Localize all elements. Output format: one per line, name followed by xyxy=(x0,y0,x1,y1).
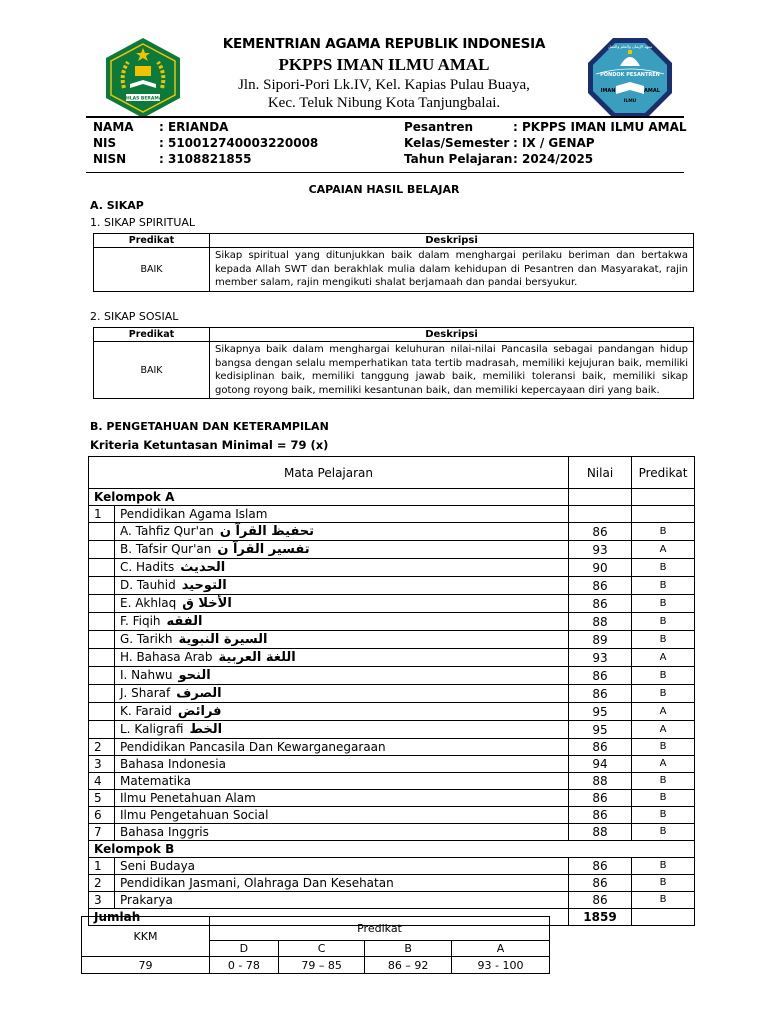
col-predikat: Predikat xyxy=(632,457,695,489)
subject-predikat: B xyxy=(632,875,695,892)
identity-value: : IX / GENAP xyxy=(513,136,595,150)
subject-name xyxy=(115,541,569,559)
table-row xyxy=(89,858,695,875)
grade-b: B xyxy=(365,941,452,957)
subject-nilai: 86 xyxy=(569,685,632,703)
row-number: 6 xyxy=(89,807,115,824)
ministry-name: KEMENTRIAN AGAMA REPUBLIK INDONESIA xyxy=(222,36,546,52)
col-deskripsi: Deskripsi xyxy=(210,328,694,342)
spiritual-deskripsi: Sikap spiritual yang ditunjukkan baik dalam menghargai perilaku beriman dan bertakwa kepada Allah SWT dan berakhlak mulia dalam kehidupan di Pesantren dan Masyarakat, rajin member salam, rajin mengikuti shalat berjamaah dan pandai bersyukur. xyxy=(210,248,694,292)
table-row xyxy=(89,721,695,739)
subject-name: Ilmu Penetahuan Alam xyxy=(115,790,569,807)
group-b-label: Kelompok B xyxy=(89,841,695,858)
subject-name: Pendidikan Agama Islam xyxy=(115,506,569,523)
subject-arabic: التوحيد xyxy=(181,578,227,593)
subject-name xyxy=(115,685,569,703)
row-number-empty xyxy=(89,631,115,649)
subject-predikat: B xyxy=(632,685,695,703)
grades-table xyxy=(88,456,695,926)
sosial-predikat: BAIK xyxy=(94,342,210,399)
subject-predikat: A xyxy=(632,721,695,739)
subject-predikat: B xyxy=(632,807,695,824)
subject-name xyxy=(115,613,569,631)
kkm-label: KKM xyxy=(82,917,210,957)
row-number-empty xyxy=(89,721,115,739)
table-row xyxy=(89,875,695,892)
sosial-title: 2. SIKAP SOSIAL xyxy=(90,310,179,323)
subject-nilai: 86 xyxy=(569,523,632,541)
subject-arabic: تحفيظ القرآ ن xyxy=(219,524,315,539)
table-row xyxy=(89,892,695,909)
subject-arabic: الأخلا ق xyxy=(182,596,232,611)
table-row xyxy=(89,577,695,595)
subject-nilai: 95 xyxy=(569,721,632,739)
group-row xyxy=(89,841,695,858)
subject-predikat: B xyxy=(632,559,695,577)
subject-predikat: B xyxy=(632,824,695,841)
row-number-empty xyxy=(89,577,115,595)
group-a-label: Kelompok A xyxy=(89,489,569,506)
identity-value: : 510012740003220008 xyxy=(159,136,319,150)
sosial-deskripsi: Sikapnya baik dalam menghargai keluhuran nilai-nilai Pancasila sebagai pandangan hidup bangsa dengan selalu memperhatikan tata tertib madrasah, memiliki kejujuran baik, memiliki kedisiplinan baik, memiliki tanggung jawab baik, memiliki toleransi baik, memiliki sikap gotong royong baik, memiliki kesantunan baik, dan memiliki kepercayaan diri yang baik. xyxy=(210,342,694,399)
subject-arabic: الحديث xyxy=(180,560,226,575)
identity-row-tahun xyxy=(404,151,687,167)
table-row xyxy=(89,703,695,721)
col-deskripsi: Deskripsi xyxy=(210,234,694,248)
kkm-table xyxy=(81,916,550,974)
subject-predikat: B xyxy=(632,739,695,756)
identity-row-nama xyxy=(93,119,318,135)
subject-name xyxy=(115,721,569,739)
subject-name xyxy=(115,667,569,685)
grade-d: D xyxy=(210,941,279,957)
subject-name xyxy=(115,523,569,541)
subject-arabic: فرائض xyxy=(177,704,222,719)
range-a: 93 - 100 xyxy=(451,957,549,974)
subject-arabic: السيرة النبوية xyxy=(178,632,268,647)
subject-name: Bahasa Indonesia xyxy=(115,756,569,773)
total-predikat-empty xyxy=(632,909,695,926)
row-number-empty xyxy=(89,685,115,703)
subject-nilai: 89 xyxy=(569,631,632,649)
subject-predikat: B xyxy=(632,892,695,909)
identity-row-nis xyxy=(93,135,318,151)
subject-arabic: الفقه xyxy=(166,614,203,629)
row-number: 1 xyxy=(89,506,115,523)
subject-predikat: A xyxy=(632,649,695,667)
subject-name: Bahasa Inggris xyxy=(115,824,569,841)
identity-divider xyxy=(86,172,684,173)
table-row xyxy=(89,613,695,631)
subject-nilai: 88 xyxy=(569,613,632,631)
identity-value: : ERIANDA xyxy=(159,120,229,134)
subject-predikat: B xyxy=(632,667,695,685)
subject-nilai: 86 xyxy=(569,739,632,756)
subject-predikat: B xyxy=(632,577,695,595)
table-row xyxy=(89,773,695,790)
subject-latin: H. Bahasa Arab xyxy=(120,650,213,664)
logo-right-arabic: معهد الإيمان والعلم والعمل xyxy=(607,44,653,49)
pesantren-seal-icon xyxy=(586,36,674,120)
row-number: 7 xyxy=(89,824,115,841)
table-row xyxy=(89,541,695,559)
subject-latin: J. Sharaf xyxy=(120,686,171,700)
logo-right-amal: AMAL xyxy=(644,88,660,94)
row-number-empty xyxy=(89,523,115,541)
logo-right-top: PONDOK PESANTREN xyxy=(600,72,660,78)
subject-predikat: A xyxy=(632,703,695,721)
row-number: 4 xyxy=(89,773,115,790)
subject-latin: B. Tafsir Qur'an xyxy=(120,542,212,556)
table-row xyxy=(89,595,695,613)
subject-nilai: 95 xyxy=(569,703,632,721)
student-identity-right xyxy=(404,119,687,167)
subject-predikat: A xyxy=(632,756,695,773)
subject-latin: E. Akhlaq xyxy=(120,596,177,610)
total-value: 1859 xyxy=(569,909,632,926)
subject-nilai: 86 xyxy=(569,577,632,595)
col-predikat: Predikat xyxy=(94,328,210,342)
subject-predikat: B xyxy=(632,790,695,807)
row-number: 1 xyxy=(89,858,115,875)
subject-nilai: 93 xyxy=(569,541,632,559)
address-line-2: Kec. Teluk Nibung Kota Tanjungbalai. xyxy=(267,95,501,111)
table-row xyxy=(89,824,695,841)
section-a-title: A. SIKAP xyxy=(90,199,144,212)
table-row xyxy=(89,739,695,756)
subject-nilai: 93 xyxy=(569,649,632,667)
subject-name xyxy=(115,559,569,577)
identity-label: Pesantren xyxy=(404,120,474,134)
row-number-empty xyxy=(89,559,115,577)
identity-label: Kelas/Semester xyxy=(404,136,510,150)
subject-nilai: 86 xyxy=(569,858,632,875)
row-number: 2 xyxy=(89,739,115,756)
subject-nilai: 88 xyxy=(569,773,632,790)
subject-nilai: 94 xyxy=(569,756,632,773)
identity-row-pesantren xyxy=(404,119,687,135)
table-row xyxy=(89,506,695,523)
subject-latin: D. Tauhid xyxy=(120,578,176,592)
sosial-table xyxy=(93,327,694,399)
row-number: 5 xyxy=(89,790,115,807)
subject-name xyxy=(115,577,569,595)
table-row xyxy=(89,790,695,807)
spiritual-title: 1. SIKAP SPIRITUAL xyxy=(90,216,196,229)
subject-name: Seni Budaya xyxy=(115,858,569,875)
row-number: 2 xyxy=(89,875,115,892)
subject-name: Ilmu Pengetahuan Social xyxy=(115,807,569,824)
subject-name: Pendidikan Pancasila Dan Kewarganegaraan xyxy=(115,739,569,756)
identity-value: : 2024/2025 xyxy=(513,152,594,166)
predikat-label: Predikat xyxy=(210,917,550,941)
grade-a: A xyxy=(451,941,549,957)
table-row xyxy=(89,807,695,824)
spiritual-predikat: BAIK xyxy=(94,248,210,292)
table-row xyxy=(89,685,695,703)
subject-predikat: B xyxy=(632,631,695,649)
identity-value: : PKPPS IMAN ILMU AMAL xyxy=(513,120,687,134)
logo-left-motto: IKHLAS BERAMAL xyxy=(120,96,166,102)
subject-name xyxy=(115,595,569,613)
kkm-criteria: Kriteria Ketuntasan Minimal = 79 (x) xyxy=(90,438,329,452)
col-nilai: Nilai xyxy=(569,457,632,489)
range-d: 0 - 78 xyxy=(210,957,279,974)
school-name: PKPPS IMAN ILMU AMAL xyxy=(278,55,490,74)
identity-label: NISN xyxy=(93,152,127,166)
subject-predikat: B xyxy=(632,523,695,541)
identity-label: NAMA xyxy=(93,120,134,134)
letterhead xyxy=(0,0,768,120)
subject-latin: C. Hadits xyxy=(120,560,175,574)
range-c: 79 – 85 xyxy=(278,957,365,974)
row-number: 3 xyxy=(89,756,115,773)
subject-predikat: B xyxy=(632,858,695,875)
identity-row-nisn xyxy=(93,151,318,167)
subject-nilai: 86 xyxy=(569,892,632,909)
subject-name: Matematika xyxy=(115,773,569,790)
header-divider xyxy=(86,116,684,118)
subject-arabic: النحو xyxy=(178,668,211,683)
subject-nilai: 86 xyxy=(569,875,632,892)
row-number-empty xyxy=(89,703,115,721)
logo-right-ilmu: ILMU xyxy=(623,99,637,104)
grades-header-row xyxy=(89,457,695,489)
subject-arabic: الصرف xyxy=(176,686,222,701)
subject-name xyxy=(115,649,569,667)
table-row xyxy=(89,649,695,667)
spiritual-table xyxy=(93,233,694,292)
col-predikat: Predikat xyxy=(94,234,210,248)
address-line-1: Jln. Sipori-Pori Lk.IV, Kel. Kapias Pulau Buaya, xyxy=(238,77,530,93)
total-label: Jumlah xyxy=(89,909,569,926)
subject-name xyxy=(115,631,569,649)
kkm-value: 79 xyxy=(82,957,210,974)
col-mata-pelajaran: Mata Pelajaran xyxy=(89,457,569,489)
subject-predikat: B xyxy=(632,595,695,613)
group-row xyxy=(89,489,695,506)
row-number: 3 xyxy=(89,892,115,909)
subject-predikat: A xyxy=(632,541,695,559)
table-row xyxy=(89,667,695,685)
subject-nilai: 86 xyxy=(569,807,632,824)
logo-right-iman: IMAN xyxy=(600,88,616,94)
subject-predikat: B xyxy=(632,613,695,631)
subject-name xyxy=(115,703,569,721)
subject-name: Prakarya xyxy=(115,892,569,909)
identity-value: : 3108821855 xyxy=(159,152,252,166)
subject-latin: F. Fiqih xyxy=(120,614,161,628)
report-title: CAPAIAN HASIL BELAJAR xyxy=(308,183,460,196)
row-number-empty xyxy=(89,595,115,613)
row-number-empty xyxy=(89,613,115,631)
subject-predikat: B xyxy=(632,773,695,790)
table-row xyxy=(89,523,695,541)
identity-row-kelas xyxy=(404,135,687,151)
table-row xyxy=(89,631,695,649)
subject-latin: I. Nahwu xyxy=(120,668,173,682)
subject-arabic: تفسير القرآ ن xyxy=(217,542,310,557)
grade-c: C xyxy=(278,941,365,957)
range-b: 86 – 92 xyxy=(365,957,452,974)
student-identity-left xyxy=(93,119,318,167)
subject-nilai: 88 xyxy=(569,824,632,841)
subject-nilai: 90 xyxy=(569,559,632,577)
section-b-title: B. PENGETAHUAN DAN KETERAMPILAN xyxy=(90,420,329,433)
subject-latin: K. Faraid xyxy=(120,704,172,718)
row-number-empty xyxy=(89,649,115,667)
identity-label: Tahun Pelajaran xyxy=(404,152,513,166)
subject-arabic: الخط xyxy=(189,722,223,737)
subject-nilai: 86 xyxy=(569,790,632,807)
subject-name: Pendidikan Jasmani, Olahraga Dan Kesehatan xyxy=(115,875,569,892)
subject-latin: G. Tarikh xyxy=(120,632,173,646)
row-number-empty xyxy=(89,667,115,685)
subject-latin: L. Kaligrafi xyxy=(120,722,184,736)
row-number-empty xyxy=(89,541,115,559)
table-row xyxy=(89,756,695,773)
subject-arabic: اللغة العربية xyxy=(218,650,296,665)
table-row xyxy=(89,559,695,577)
subject-nilai: 86 xyxy=(569,667,632,685)
subject-latin: A. Tahfiz Qur'an xyxy=(120,524,214,538)
identity-label: NIS xyxy=(93,136,117,150)
subject-nilai: 86 xyxy=(569,595,632,613)
